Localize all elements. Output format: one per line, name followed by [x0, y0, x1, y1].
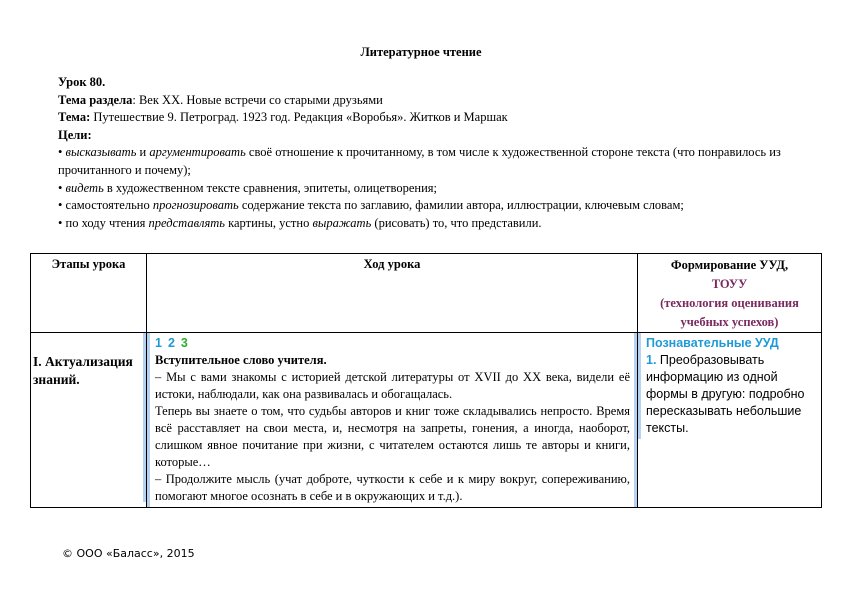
uud-item-text: Преобразовывать информацию из одной формы в другую: подробно пересказывать небольшие тексты. [646, 353, 805, 435]
bullet-icon: • [58, 145, 63, 160]
lesson-header [58, 74, 788, 232]
topic-label: Тема: [58, 110, 91, 125]
step-marker-1: 1 [155, 336, 162, 350]
course-paragraph: Теперь вы знаете о том, что судьбы авторов и книг тоже складывались непросто. Время всё расставляет на свои места, и, несмотря на запреты, гонения, а иногда, наоборот, слишком явное почитание при жизни, с читателем остаются лишь те авторы и книги, которые… [155, 404, 630, 469]
table-row [31, 333, 822, 508]
course-heading: Вступительное слово учителя. [155, 353, 327, 367]
lesson-number: Урок 80. [58, 75, 106, 89]
bullet-icon: • [58, 215, 63, 230]
course-cell [147, 333, 638, 508]
header-uud-line4: учебных успехов) [680, 315, 779, 329]
stage-cell [31, 333, 147, 508]
uud-item [646, 352, 817, 437]
stage-name: I. Актуализация знаний. [33, 354, 133, 387]
section-value: : Век XX. Новые встречи со старыми друзьями [132, 92, 383, 107]
copyright-footer: © ООО «Баласс», 2015 [62, 547, 195, 560]
goal-item: • самостоятельно прогнозировать содержание текста по заглавию, фамилии автора, иллюстрации, ключевым словам; [58, 198, 684, 213]
section-label: Тема раздела [58, 92, 133, 107]
step-markers [155, 335, 630, 352]
header-uud-line1: Формирование УУД, [670, 258, 789, 272]
bullet-icon: • [58, 180, 63, 195]
bullet-icon: • [58, 198, 63, 213]
header-uud-line3: (технология оценивания [660, 296, 799, 310]
section-line [58, 92, 788, 110]
header-uud [638, 254, 822, 333]
course-paragraph: – Мы с вами знакомы с историей детской литературы от XVII до XX века, видели её истоки, наблюдали, как она развивалась и обогащалась. [155, 370, 630, 401]
goals-label: Цели: [58, 127, 92, 142]
course-paragraph: – Продолжите мысль (учат доброте, чуткости к себе и к миру вокруг, сопереживанию, помогают многое осознать в себе и в окружающих и т.д.). [155, 472, 630, 503]
topic-value: Путешествие 9. Петроград. 1923 год. Редакция «Воробья». Житков и Маршак [90, 110, 508, 125]
goal-item: • по ходу чтения представлять картины, устно выражать (рисовать) то, что представили. [58, 215, 542, 230]
table-header-row [31, 254, 822, 333]
step-marker-2: 2 [167, 336, 175, 350]
goal-item: • высказывать и аргументировать своё отношение к прочитанному, в том числе к художественной стороне текста (что понравилось из прочитанного и почему); [58, 145, 781, 177]
uud-item-number: 1. [646, 353, 657, 367]
header-stages: Этапы урока [31, 254, 147, 333]
uud-cell [638, 333, 822, 508]
topic-line [58, 109, 788, 127]
header-course: Ход урока [147, 254, 638, 333]
page-title: Литературное чтение [360, 45, 482, 59]
step-marker-3: 3 [180, 336, 188, 350]
lesson-table [30, 253, 822, 508]
uud-heading: Познавательные УУД [646, 336, 779, 350]
header-uud-line2: ТОУУ [711, 277, 748, 291]
goal-item: • видеть в художественном тексте сравнения, эпитеты, олицетворения; [58, 180, 437, 195]
